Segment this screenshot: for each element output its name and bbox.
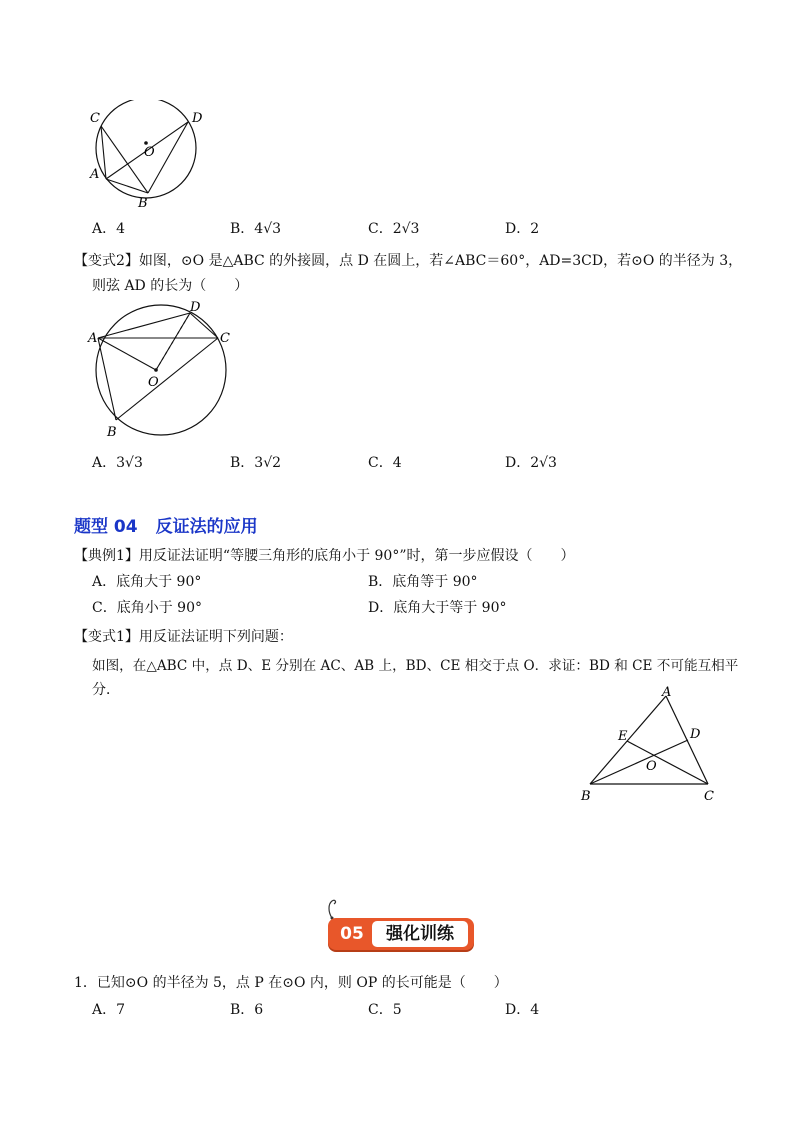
q1-option-d[interactable]: D．4 xyxy=(505,1002,540,1018)
label-b: B xyxy=(138,196,148,211)
label-d: D xyxy=(190,300,201,315)
variant2-option-c[interactable]: C．4 xyxy=(368,455,402,471)
circle-figure-2 xyxy=(84,298,234,443)
label-e: E xyxy=(618,729,628,744)
prev-option-b[interactable]: B．4√3 xyxy=(230,221,282,237)
pin-icon xyxy=(324,898,340,920)
variant2-text-line2: 则弦 AD 的长为（ ） xyxy=(92,278,249,294)
variant1-text-line1: 【变式1】用反证法证明下列问题： xyxy=(74,629,293,645)
section-number: 题型 04 xyxy=(74,517,138,537)
q1-option-c[interactable]: C．5 xyxy=(368,1002,402,1018)
variant2-option-d[interactable]: D．2√3 xyxy=(505,455,557,471)
prev-option-d[interactable]: D．2 xyxy=(505,221,540,237)
prev-option-a[interactable]: A．4 xyxy=(92,221,126,237)
example1-text: 【典例1】用反证法证明“等腰三角形的底角小于 90°”时，第一步应假设（ ） xyxy=(74,548,575,564)
label-b: B xyxy=(107,425,117,440)
variant2-option-b[interactable]: B．3√2 xyxy=(230,455,282,471)
label-o: O xyxy=(148,375,159,390)
variant1-text-line3: 分． xyxy=(92,682,120,698)
banner-number: 05 xyxy=(340,924,364,944)
variant1-text-line2: 如图，在△ABC 中，点 D、E 分别在 AC、AB 上，BD、CE 相交于点 O．求证：BD 和 CE 不可能互相平 xyxy=(92,658,739,674)
q1-option-b[interactable]: B．6 xyxy=(230,1002,264,1018)
example1-option-a[interactable]: A．底角大于 90° xyxy=(92,574,202,590)
label-a: A xyxy=(662,686,672,700)
banner-label: 强化训练 xyxy=(372,921,468,947)
label-o: O xyxy=(144,145,155,160)
label-a: A xyxy=(90,167,100,182)
section-heading xyxy=(74,512,258,537)
label-c: C xyxy=(704,789,714,804)
variant2-option-a[interactable]: A．3√3 xyxy=(92,455,143,471)
prev-option-c[interactable]: C．2√3 xyxy=(368,221,420,237)
label-d: D xyxy=(192,111,203,126)
label-o: O xyxy=(646,759,657,774)
variant2-text-line1: 【变式2】如图，⊙O 是△ABC 的外接圆，点 D 在圆上，若∠ABC＝60°，AD=3CD，若⊙O 的半径为 3， xyxy=(74,253,743,269)
section-banner xyxy=(322,912,478,952)
section-title-text: 反证法的应用 xyxy=(155,517,258,537)
example1-option-d[interactable]: D．底角大于等于 90° xyxy=(368,600,507,616)
q1-text: 1．已知⊙O 的半径为 5，点 P 在⊙O 内，则 OP 的长可能是（ ） xyxy=(74,975,508,991)
label-b: B xyxy=(581,789,591,804)
label-a: A xyxy=(88,331,98,346)
triangle-figure xyxy=(578,686,728,806)
label-c: C xyxy=(220,331,230,346)
banner-box xyxy=(328,918,474,950)
example1-option-c[interactable]: C．底角小于 90° xyxy=(92,600,202,616)
q1-option-a[interactable]: A．7 xyxy=(92,1002,126,1018)
circle-figure-1 xyxy=(84,100,214,215)
label-d: D xyxy=(690,727,701,742)
label-c: C xyxy=(90,111,100,126)
example1-option-b[interactable]: B．底角等于 90° xyxy=(368,574,478,590)
